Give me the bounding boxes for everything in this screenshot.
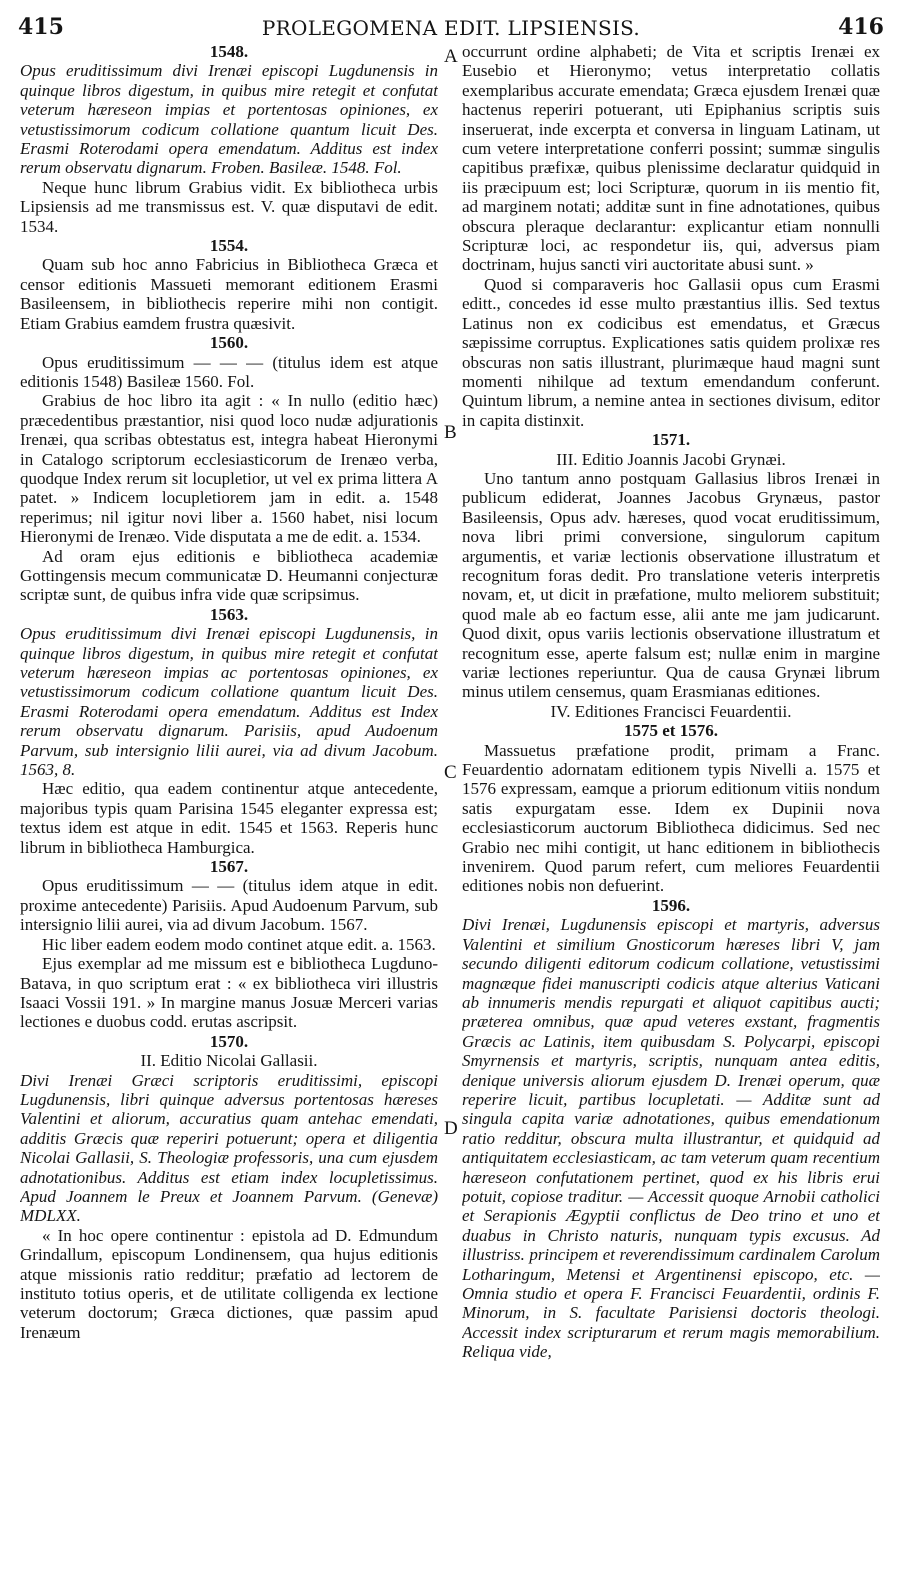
left-paragraph: Hæc editio, qua eadem continentur atque antecedente, majoribus typis quam Parisina 1545 eleganter expressa est; textus idem est atque in edit. 1545 et 1563. Reperis hunc librum in bibliotheca Hamburgica. [20, 779, 438, 857]
left-year-heading: 1563. [209, 604, 249, 624]
left-column [20, 42, 438, 1562]
right-section-heading: III. Editio Joannis Jacobi Grynæi. [556, 449, 786, 469]
page-number-right: 416 [838, 14, 884, 40]
margin-marker-b: B [444, 422, 457, 443]
right-title-entry: Divi Irenæi, Lugdunensis episcopi et martyris, adversus Valentini et similium Gnosticorum hæreses libri V, jam secundo diligenti editorum codicum collatione, vetustissimi magnæque fidei manuscripti codicis atque alterius Vaticani ab innumeris mendis repurgati et aliquot capitibus aucti; præterea omnibus, quæ apud veteres exstant, fragmentis Græcis ac Latinis, item quibusdam S. Polycarpi, episcopi Smyrnensis et martyris, scriptis, nunquam antea editis, denique universis aliorum ejusdem D. Irenæi operum, quæ reperire licuit, partibus locupletati. — Additæ sunt ad singula capita variæ adnotationes, quibus emendationum ratio redditur, obscura multa illustrantur, et quidquid ad antiquitatem ecclesiasticam, ac tam veterum quam recentium hæreseon confutationem pertinet, quod ex his libris erui potuit, copiose traditur. — Accessit quoque Arnobii catholici et Serapionis Ægyptii conflictus de Deo trino et uno et duabus in Christo naturis, nunquam typis excusus. Ad illustriss. principem et reverendissimum cardinalem Carolum Lotharingum, Metensi et Argentinensi episcopo, etc. — Omnia studio et opera F. Francisci Feuardentii, ordinis F. Minorum, in S. facultate Parisiensi doctoris theologi. Accessit index scripturarum et rerum magis memorabilium. Reliqua vide, [462, 915, 880, 1362]
left-title-entry: Divi Irenæi Græci scriptoris eruditissimi, episcopi Lugdunensis, libri quinque adversus portentosas hæreses Valentini et aliorum, accuratius quam antehac emendati, additis Græcis quæ reperiri potuerunt; opera et diligentia Nicolai Gallasii, S. Theologiæ professoris, una cum ejusdem adnotationibus. Additus est etiam index locupletissimus. Apud Joannem le Preux et Joannem Parvum. (Genevæ) MDLXX. [20, 1070, 438, 1226]
page-number-left: 415 [18, 14, 64, 40]
left-year-heading: 1567. [209, 857, 249, 877]
right-column [462, 42, 880, 1562]
left-paragraph: Opus eruditissimum — — (titulus idem atque in edit. proxime antecedente) Parisiis. Apud Audoenum Parvum, sub intersignio lilii aurei, via ad divum Jacobum. 1567. [20, 876, 438, 935]
left-year-heading: 1548. [209, 42, 249, 61]
right-year-heading: 1596. [651, 895, 691, 915]
left-title-entry: Opus eruditissimum divi Irenæi episcopi Lugdunensis in quinque libros digestum, in quibus mire retegit et confutat veterum hæreseon impias et portentosas opiniones, ex vetustissimorum codicum collatione quantum licuit Des. Erasmi Roterodami opera emendatum. Additus est index rerum observatu dignarum. Froben. Basileæ. 1548. Fol. [20, 61, 438, 178]
right-year-heading: 1571. [651, 430, 691, 450]
running-title: PROLEGOMENA EDIT. LIPSIENSIS. [261, 16, 641, 40]
left-title-entry: Opus eruditissimum divi Irenæi episcopi Lugdunensis, in quinque libros digestum, in quibus mire retegit et confutat veterum hæreseon impias ac portentosas opiniones, ex vetustissimorum codicum collatione quantum licuit Des. Erasmi Roterodami opera emendatum. Additus est Index rerum observatu dignarum. Parisiis, apud Audoenum Parvum, sub intersignio lilii aurei, via ad divum Jacobum. 1563, 8. [20, 624, 438, 780]
left-year-heading: 1560. [209, 333, 249, 353]
left-year-heading: 1554. [209, 236, 249, 256]
left-paragraph: Opus eruditissimum — — — (titulus idem est atque editionis 1548) Basileæ 1560. Fol. [20, 352, 438, 391]
running-header [18, 14, 884, 44]
left-paragraph: Hic liber eadem eodem modo continet atque edit. a. 1563. [42, 934, 436, 954]
left-section-heading: II. Editio Nicolai Gallasii. [140, 1051, 318, 1071]
right-paragraph: Uno tantum anno postquam Gallasius libros Irenæi in publicum ediderat, Joannes Jacobus Grynæus, pastor Basileensis, Opus adv. hæreses, quod vocat eruditissimum, nova libri primi conversione, singulorum capitum argumentis, et variæ lectionis observatione illustratum et recognitum foras dedit. Pro translatione veteris interpretis novam, et, ut dicit in præfatione, multo meliorem substituit; quod male ab eo factum esse, alii ante me jam judicarunt. Quod dixit, opus variis lectionis observatione illustratum et recognitum esse, aperte falsum est; nullæ enim in margine variæ lectiones reperiuntur. Qua de causa Grynæi librum minus utilem censemus, quam Erasmianas editiones. [462, 468, 880, 702]
right-year-heading: 1575 et 1576. [624, 721, 718, 741]
margin-marker-d: D [444, 1118, 458, 1139]
left-paragraph: Quam sub hoc anno Fabricius in Bibliotheca Græca et censor editionis Massueti memorant editionem Erasmi Basileensem, in bibliothecis reperire mihi non contigit. Etiam Grabius eamdem frustra quæsivit. [20, 255, 438, 333]
right-paragraph: occurrunt ordine alphabeti; de Vita et scriptis Irenæi ex Eusebio et Hieronymo; vetus interpretatio collatis exemplaribus accurate emendata; Græca ejusdem Irenæi quæ hactenus reperiri potuerant, uti Epiphanius scriptis suis inseruerat, inde excerpta et conversa in linguam Latinam, ut cum vetere interpretatione conferri possint; summæ singulis capitibus præfixæ, quibus plenissime declaratur quidquid in iis præcipuum est; loci Scripturæ, quorum in iis mentio fit, ad marginem notati; additæ sunt in fine adnotationes, quibus obscura pleraque declarantur: explicantur etiam nonnulli Scripturæ loci, ac respondetur iis, qui, adversus piam doctrinam, hujus sancti viri auctoritate abusi sunt. » [462, 42, 880, 275]
left-paragraph: Neque hunc librum Grabius vidit. Ex bibliotheca urbis Lipsiensis ad me transmissus est. V. quæ disputavi de edit. 1534. [20, 177, 438, 236]
right-section-heading: IV. Editiones Francisci Feuardentii. [550, 701, 792, 721]
right-paragraph: Quod si comparaveris hoc Gallasii opus cum Erasmi editt., concedes id esse multo præstantius illis. Sed textus Latinus non ex codicibus est emendatus, et Græcus sæpissime corruptus. Explicationes satis quidem prolixæ res obscuras non satis illustrant, plurimæque haud magni sunt momenti nihilque ad textum emendandum conferunt. Quintum librum, a nemine antea in sectiones divisum, editor in capita distinxit. [462, 274, 880, 430]
left-paragraph: Grabius de hoc libro ita agit : « In nullo (editio hæc) præcedentibus præstantior, nisi quod loco nudæ adjurationis Irenæi, qua scribas obtestatus est, integra habeat Hieronymi in Catalogo scriptorum ecclesiasticorum de Irenæo verba, quodque Index rerum sit locupletior, ut vel ex prima littera A patet. » Indicem locupletiorem jam in edit. a. 1548 reperimus; nil igitur novi liber a. 1560 habet, nisi locum Hieronymi de Irenæo. Vide disputata a me de edit. a. 1534. [20, 391, 438, 547]
margin-marker-c: C [444, 762, 457, 783]
left-paragraph: Ejus exemplar ad me missum est e bibliotheca Lugduno-Batava, in quo scriptum erat : « ex bibliotheca viri illustris Isaaci Vossii 191. » In margine manus Josuæ Merceri varias lectiones e duobus codd. erutas ascripsit. [20, 954, 438, 1032]
left-year-heading: 1570. [209, 1031, 249, 1051]
right-paragraph: Massuetus præfatione prodit, primam a Franc. Feuardentio adornatam editionem typis Nivelli a. 1575 et 1576 expressam, eamque a priorum editionum vitiis nondum satis expurgatam esse. Idem ex Dupinii nova ecclesiasticorum auctorum Bibliotheca didicimus. Sed nec Grabio nec mihi contigit, ut hanc editionem in bibliothecis invenirem. Quod parum refert, cum meliores Feuardentii editiones nobis non defuerint. [462, 740, 880, 896]
margin-marker-a: A [444, 46, 458, 67]
left-paragraph: « In hoc opere continentur : epistola ad D. Edmundum Grindallum, episcopum Londinensem, qua hujus editionis atque missionis ratio redditur; præfatio ad lectorem de instituto totius operis, et de utilitate colligenda ex lectione veterum doctorum; Græca dictiones, quæ passim apud Irenæum [20, 1225, 438, 1342]
left-paragraph: Ad oram ejus editionis e bibliotheca academiæ Gottingensis mecum communicatæ D. Heumanni conjecturæ scriptæ sunt, de quibus infra vide quæ scripsimus. [20, 546, 438, 605]
